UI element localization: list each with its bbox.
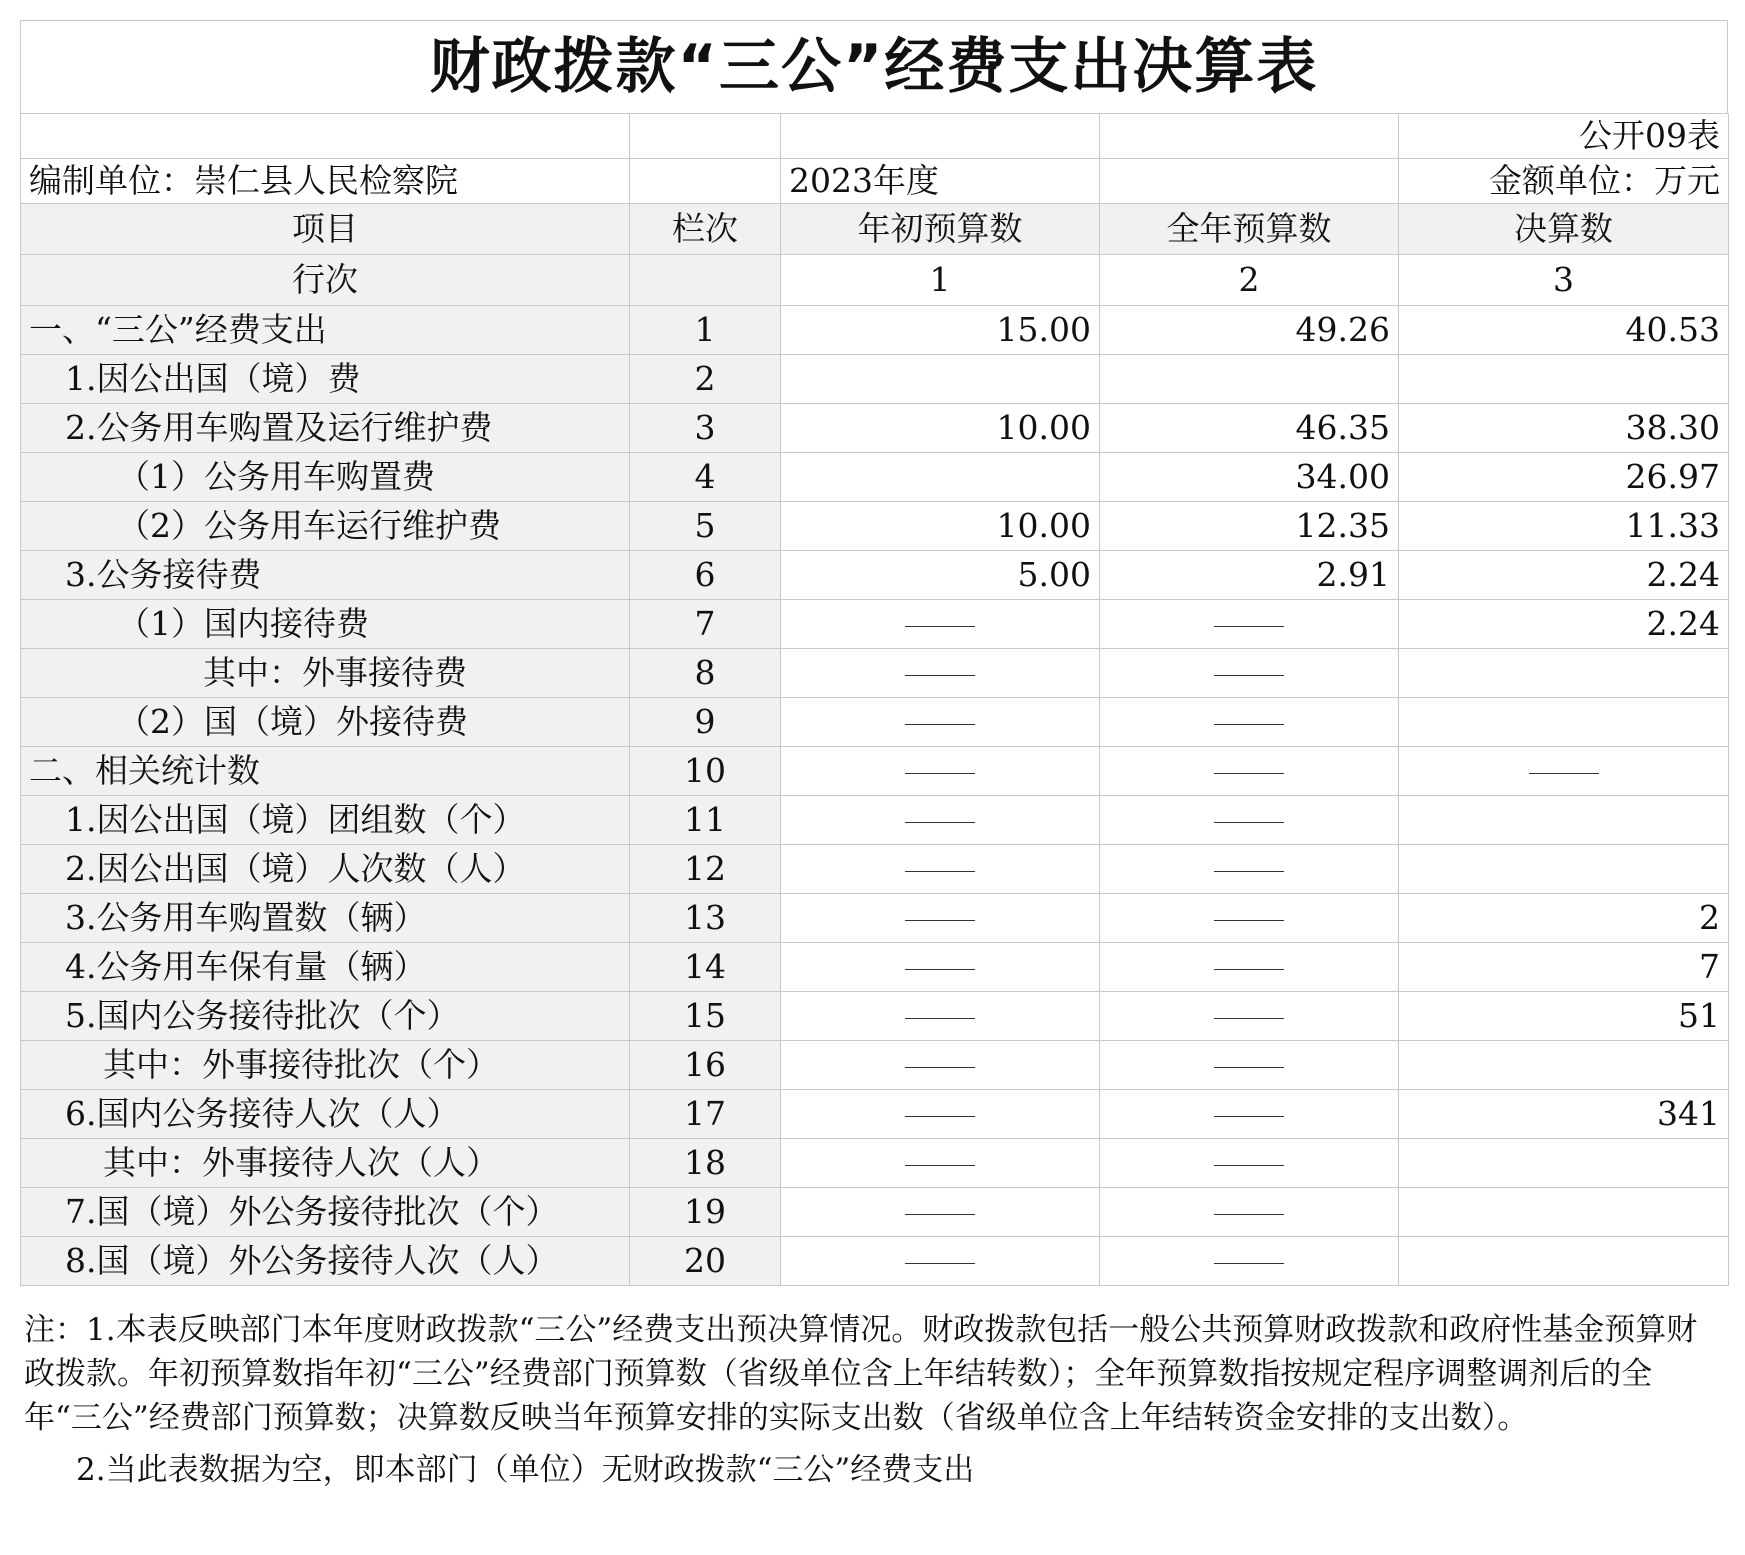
- dash-cell: [1100, 1139, 1399, 1188]
- table-row: [21, 894, 1729, 943]
- row-number: 1: [630, 306, 781, 355]
- row-number: 11: [630, 796, 781, 845]
- table-row: [21, 1139, 1729, 1188]
- table-row: [21, 1041, 1729, 1090]
- report-sheet: [20, 20, 1728, 1488]
- value-cell-c3: [1399, 1139, 1729, 1188]
- row-label: （1）国内接待费: [21, 600, 630, 649]
- dash-mark: [905, 1067, 975, 1068]
- dash-cell: [1100, 796, 1399, 845]
- table-row: [21, 698, 1729, 747]
- dash-cell: [781, 1237, 1100, 1286]
- dash-cell: [781, 943, 1100, 992]
- table-row: [21, 1090, 1729, 1139]
- table-row: [21, 502, 1729, 551]
- value-cell-c2: 49.26: [1100, 306, 1399, 355]
- dash-mark: [905, 724, 975, 725]
- row-number-label: 行次: [21, 255, 630, 306]
- table-row: [21, 551, 1729, 600]
- value-cell-c3: [1399, 1188, 1729, 1237]
- dash-mark: [905, 1165, 975, 1166]
- header-row: [21, 204, 1729, 255]
- row-number: 4: [630, 453, 781, 502]
- row-label: 2.公务用车购置及运行维护费: [21, 404, 630, 453]
- dash-mark: [1529, 773, 1599, 774]
- table-row: [21, 796, 1729, 845]
- header-final-accounts: 决算数: [1399, 204, 1729, 255]
- dash-mark: [1214, 969, 1284, 970]
- row-label: 2.因公出国（境）人次数（人）: [21, 845, 630, 894]
- row-number: 6: [630, 551, 781, 600]
- row-label: 8.国（境）外公务接待人次（人）: [21, 1237, 630, 1286]
- row-number: 19: [630, 1188, 781, 1237]
- value-cell-c3: 7: [1399, 943, 1729, 992]
- row-label: 1.因公出国（境）团组数（个）: [21, 796, 630, 845]
- row-label: （2）公务用车运行维护费: [21, 502, 630, 551]
- value-cell-c1: [781, 453, 1100, 502]
- table-number-row: [21, 114, 1729, 159]
- row-number: 17: [630, 1090, 781, 1139]
- dash-cell: [1399, 747, 1729, 796]
- row-number: 15: [630, 992, 781, 1041]
- dash-cell: [1100, 992, 1399, 1041]
- dash-cell: [781, 698, 1100, 747]
- table-row: [21, 943, 1729, 992]
- dash-mark: [1214, 1116, 1284, 1117]
- dash-cell: [781, 1139, 1100, 1188]
- fiscal-year: 2023年度: [781, 159, 1100, 204]
- table-row: [21, 355, 1729, 404]
- value-cell-c3: [1399, 355, 1729, 404]
- value-cell-c3: 2: [1399, 894, 1729, 943]
- table-row: [21, 600, 1729, 649]
- dash-cell: [781, 649, 1100, 698]
- dash-cell: [1100, 1090, 1399, 1139]
- currency-unit: 金额单位：万元: [1399, 159, 1729, 204]
- col-index-1: 1: [781, 255, 1100, 306]
- row-label: 其中：外事接待人次（人）: [21, 1139, 630, 1188]
- table-row: [21, 845, 1729, 894]
- dash-cell: [781, 747, 1100, 796]
- dash-mark: [1214, 1263, 1284, 1264]
- notes: [24, 1308, 1724, 1492]
- note-1: 注：1.本表反映部门本年度财政拨款“三公”经费支出预决算情况。财政拨款包括一般公共预算财政拨款和政府性基金预算财政拨款。年初预算数指年初“三公”经费部门预算数（省级单位含上年结转数）；全年预算数指按规定程序调整调剂后的全年“三公”经费部门预算数；决算数反映当年预算安排的实际支出数（省级单位含上年结转资金安排的支出数）。: [24, 1312, 1698, 1436]
- value-cell-c1: 10.00: [781, 502, 1100, 551]
- dash-mark: [1214, 920, 1284, 921]
- report-title: 财政拨款“三公”经费支出决算表: [20, 20, 1728, 113]
- dash-mark: [1214, 626, 1284, 627]
- row-label: 3.公务接待费: [21, 551, 630, 600]
- row-number: 9: [630, 698, 781, 747]
- row-number: 8: [630, 649, 781, 698]
- dash-cell: [1100, 698, 1399, 747]
- row-number: 20: [630, 1237, 781, 1286]
- col-index-3: 3: [1399, 255, 1729, 306]
- dash-mark: [905, 1018, 975, 1019]
- row-number: 5: [630, 502, 781, 551]
- dash-mark: [1214, 1214, 1284, 1215]
- row-number: 2: [630, 355, 781, 404]
- dash-cell: [781, 1041, 1100, 1090]
- table-row: [21, 649, 1729, 698]
- dash-cell: [1100, 1041, 1399, 1090]
- row-number: 13: [630, 894, 781, 943]
- value-cell-c3: 26.97: [1399, 453, 1729, 502]
- table-row: [21, 992, 1729, 1041]
- info-row: [21, 159, 1729, 204]
- value-cell-c3: [1399, 845, 1729, 894]
- table-row: [21, 453, 1729, 502]
- header-item: 项目: [21, 204, 630, 255]
- header-column: 栏次: [630, 204, 781, 255]
- row-number: 12: [630, 845, 781, 894]
- row-label: 3.公务用车购置数（辆）: [21, 894, 630, 943]
- dash-mark: [1214, 773, 1284, 774]
- row-label: 一、“三公”经费支出: [21, 306, 630, 355]
- dash-cell: [1100, 1237, 1399, 1286]
- value-cell-c2: 46.35: [1100, 404, 1399, 453]
- value-cell-c2: 34.00: [1100, 453, 1399, 502]
- row-label: 5.国内公务接待批次（个）: [21, 992, 630, 1041]
- row-label: 4.公务用车保有量（辆）: [21, 943, 630, 992]
- row-number: 3: [630, 404, 781, 453]
- compiling-unit: 编制单位：崇仁县人民检察院: [21, 159, 630, 204]
- value-cell-c1: [781, 355, 1100, 404]
- dash-mark: [1214, 675, 1284, 676]
- value-cell-c3: [1399, 796, 1729, 845]
- row-number: 18: [630, 1139, 781, 1188]
- row-label: 其中：外事接待批次（个）: [21, 1041, 630, 1090]
- header-initial-budget: 年初预算数: [781, 204, 1100, 255]
- header-annual-budget: 全年预算数: [1100, 204, 1399, 255]
- value-cell-c3: 38.30: [1399, 404, 1729, 453]
- dash-mark: [1214, 1165, 1284, 1166]
- value-cell-c3: [1399, 1237, 1729, 1286]
- row-label: 6.国内公务接待人次（人）: [21, 1090, 630, 1139]
- row-label: （2）国（境）外接待费: [21, 698, 630, 747]
- value-cell-c2: [1100, 355, 1399, 404]
- value-cell-c3: 40.53: [1399, 306, 1729, 355]
- dash-mark: [1214, 724, 1284, 725]
- dash-cell: [781, 845, 1100, 894]
- value-cell-c2: 2.91: [1100, 551, 1399, 600]
- dash-cell: [1100, 1188, 1399, 1237]
- col-index-2: 2: [1100, 255, 1399, 306]
- value-cell-c3: 51: [1399, 992, 1729, 1041]
- dash-cell: [1100, 894, 1399, 943]
- expense-table: [20, 113, 1729, 1286]
- dash-cell: [1100, 649, 1399, 698]
- row-number-row: [21, 255, 1729, 306]
- dash-mark: [1214, 822, 1284, 823]
- dash-mark: [1214, 871, 1284, 872]
- value-cell-c3: 2.24: [1399, 551, 1729, 600]
- value-cell-c1: 10.00: [781, 404, 1100, 453]
- dash-cell: [781, 600, 1100, 649]
- dash-mark: [905, 773, 975, 774]
- dash-cell: [1100, 943, 1399, 992]
- dash-mark: [905, 920, 975, 921]
- dash-cell: [1100, 747, 1399, 796]
- value-cell-c3: [1399, 1041, 1729, 1090]
- row-number: 7: [630, 600, 781, 649]
- note-2: 2.当此表数据为空，即本部门（单位）无财政拨款“三公”经费支出: [76, 1452, 975, 1488]
- dash-cell: [781, 1090, 1100, 1139]
- dash-mark: [905, 626, 975, 627]
- table-row: [21, 1237, 1729, 1286]
- table-row: [21, 306, 1729, 355]
- value-cell-c2: 12.35: [1100, 502, 1399, 551]
- dash-cell: [1100, 600, 1399, 649]
- row-label: 7.国（境）外公务接待批次（个）: [21, 1188, 630, 1237]
- row-label: （1）公务用车购置费: [21, 453, 630, 502]
- row-number: 16: [630, 1041, 781, 1090]
- table-row: [21, 747, 1729, 796]
- value-cell-c3: 11.33: [1399, 502, 1729, 551]
- dash-cell: [1100, 845, 1399, 894]
- dash-mark: [1214, 1018, 1284, 1019]
- row-number: 14: [630, 943, 781, 992]
- row-label: 二、相关统计数: [21, 747, 630, 796]
- dash-cell: [781, 894, 1100, 943]
- dash-cell: [781, 796, 1100, 845]
- value-cell-c3: 341: [1399, 1090, 1729, 1139]
- value-cell-c3: [1399, 698, 1729, 747]
- dash-mark: [905, 1116, 975, 1117]
- value-cell-c3: 2.24: [1399, 600, 1729, 649]
- row-label: 1.因公出国（境）费: [21, 355, 630, 404]
- row-label: 其中：外事接待费: [21, 649, 630, 698]
- dash-mark: [905, 675, 975, 676]
- dash-mark: [905, 969, 975, 970]
- row-number: 10: [630, 747, 781, 796]
- value-cell-c3: [1399, 649, 1729, 698]
- value-cell-c1: 15.00: [781, 306, 1100, 355]
- dash-mark: [905, 1263, 975, 1264]
- dash-mark: [905, 1214, 975, 1215]
- dash-cell: [781, 992, 1100, 1041]
- dash-mark: [1214, 1067, 1284, 1068]
- dash-mark: [905, 871, 975, 872]
- dash-mark: [905, 822, 975, 823]
- value-cell-c1: 5.00: [781, 551, 1100, 600]
- dash-cell: [781, 1188, 1100, 1237]
- table-row: [21, 1188, 1729, 1237]
- table-row: [21, 404, 1729, 453]
- table-number: 公开09表: [1399, 114, 1729, 159]
